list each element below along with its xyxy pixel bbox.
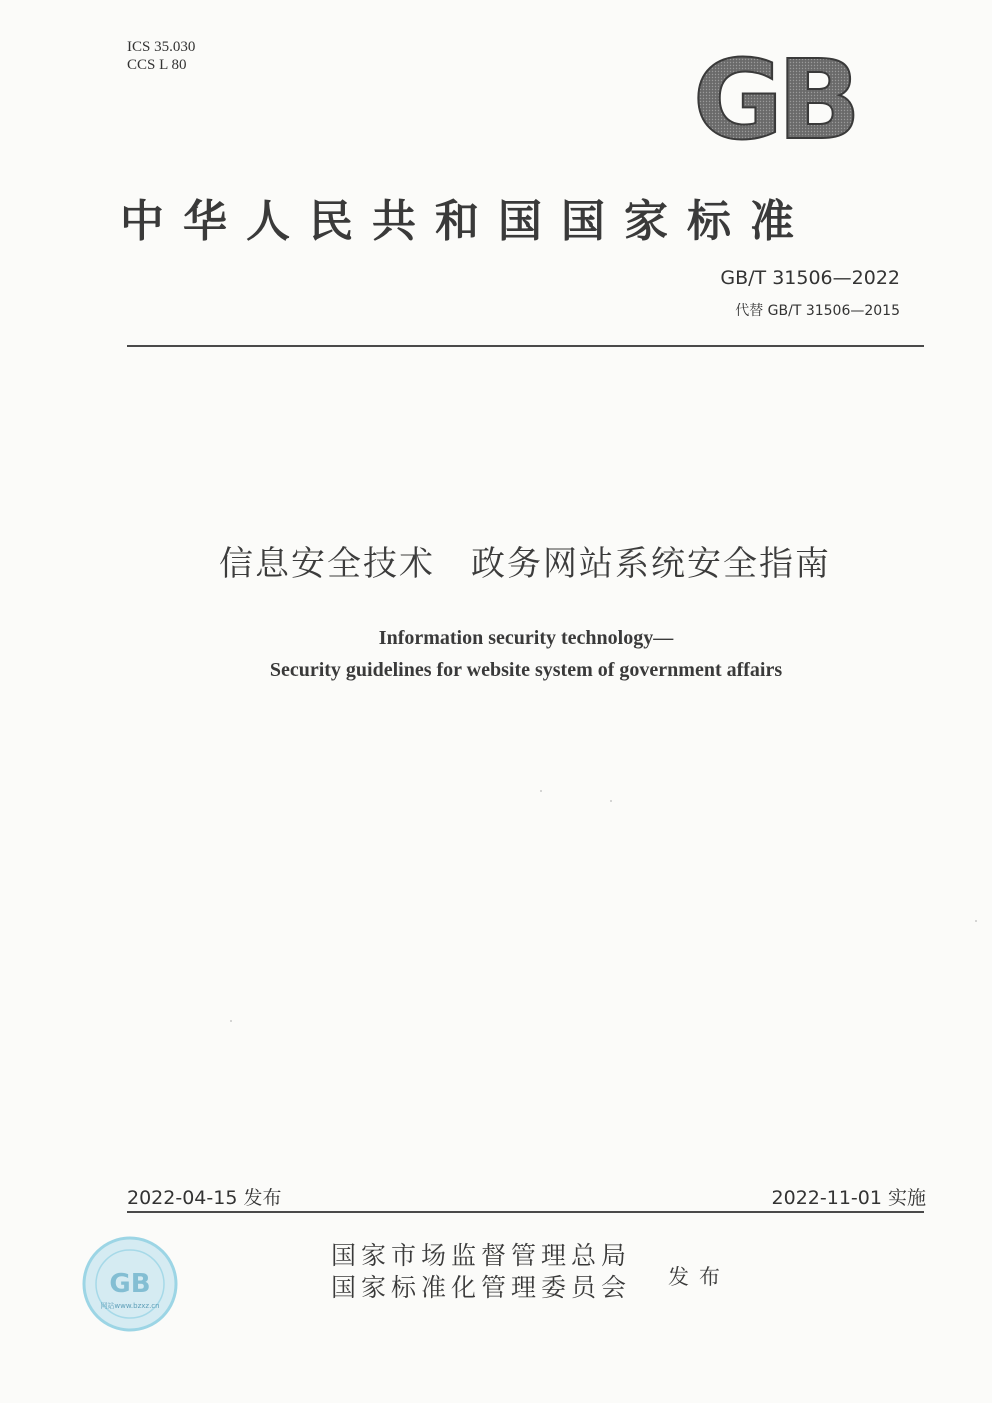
publishers — [331, 1240, 631, 1304]
ccs-code: CCS L 80 — [127, 57, 187, 73]
scan-speck — [610, 800, 612, 802]
document-title-english — [0, 622, 992, 686]
ics-code: ICS 35.030 — [127, 39, 196, 55]
document-title-chinese: 信息安全技术 政务网站系统安全指南 — [219, 544, 831, 584]
gb-logo-text: GB — [692, 52, 856, 150]
scan-speck — [975, 920, 977, 922]
scan-speck — [540, 790, 542, 792]
ics-code-block — [127, 38, 195, 74]
seller-stamp — [76, 1234, 184, 1334]
publish-label: 发布 — [668, 1265, 730, 1289]
title-en-line-1: Information security technology— — [378, 627, 674, 649]
standard-title: 中华人民共和国国家标准 — [120, 196, 813, 247]
publisher-samr: 国家市场监督管理总局 — [331, 1241, 632, 1270]
issue-date: 2022-04-15 发布 — [127, 1187, 282, 1209]
bottom-divider — [127, 1211, 924, 1213]
publisher-sac: 国家标准化管理委员会 — [331, 1273, 632, 1302]
scan-speck — [230, 1020, 232, 1022]
stamp-text: 网站www.bzxz.cn — [100, 1302, 160, 1310]
gb-logo — [678, 52, 870, 150]
top-divider — [127, 345, 924, 347]
standard-number: GB/T 31506—2022 — [720, 267, 900, 289]
implementation-date: 2022-11-01 实施 — [771, 1187, 926, 1209]
svg-text:GB: GB — [109, 1269, 151, 1299]
replaces-standard: 代替 GB/T 31506—2015 — [735, 303, 900, 319]
title-en-line-2: Security guidelines for website system of government affairs — [269, 659, 783, 681]
